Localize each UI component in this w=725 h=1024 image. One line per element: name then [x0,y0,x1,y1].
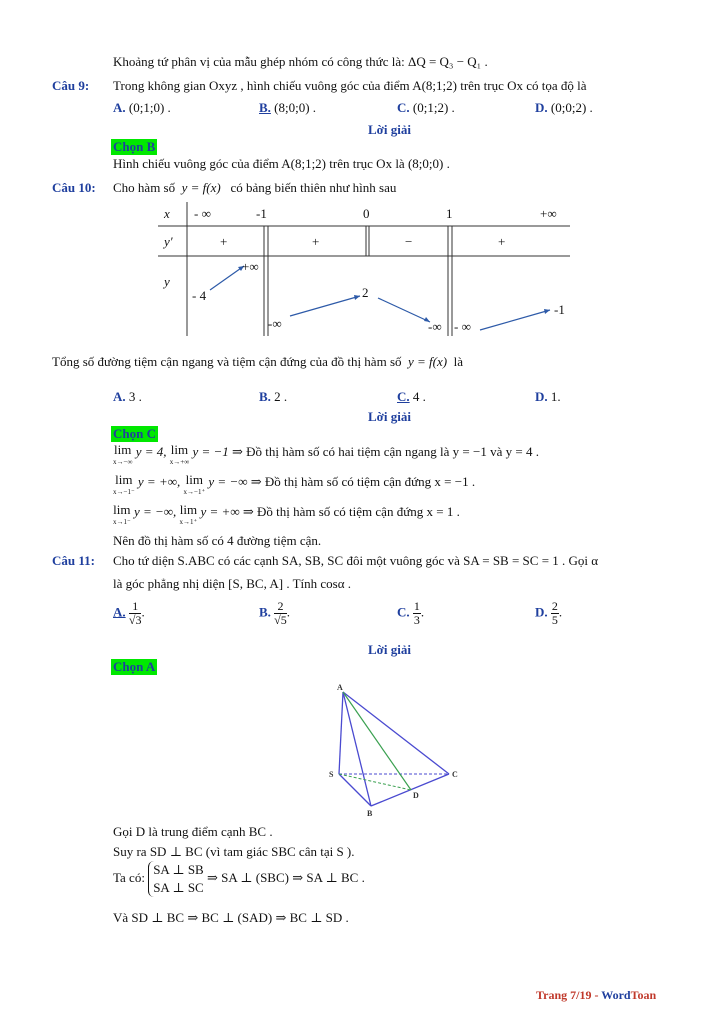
arrow-up-3 [480,310,550,330]
q10-question: Tổng số đường tiệm cận ngang và tiệm cận đứng của đồ thị hàm số y = f(x) là [52,354,463,369]
q11-solution-title: Lời giải [368,642,411,657]
table-sign-3: + [498,234,506,249]
table-y-g: -1 [554,302,565,317]
table-x-4: +∞ [540,206,557,221]
q10-conclusion: Nên đồ thị hàm số có 4 đường tiệm cận. [113,533,322,548]
table-y-d: 2 [362,285,369,300]
table-x-3: 1 [446,206,453,221]
q11-option-b: B. $\frac{2}{√5}$ . [259,599,291,627]
label-D: D [413,791,419,800]
table-y-b: +∞ [242,259,259,274]
table-y-c: -∞ [268,316,282,331]
q11-option-d: D. $\frac{2}{5}$ . [535,599,563,627]
q9-option-d: D. (0;0;2) . [535,100,593,115]
q9-option-b: B. (8;0;0) . [259,100,317,115]
label-S: S [329,770,334,779]
q9-option-a: A. (0;1;0) . [113,100,171,115]
arrow-up-2 [290,296,360,316]
tetrahedron-figure [325,680,465,820]
q11-chosen-badge: Chọn A [113,659,156,674]
label-B: B [367,809,373,818]
q11-text-1: Cho tứ diện S.ABC có các cạnh SA, SB, SC đôi một vuông góc và SA = SB = SC = 1 . Gọi α [113,553,599,568]
q9-solution-title: Lời giải [368,122,411,137]
q9-text: Trong không gian Oxyz , hình chiếu vuông góc của điểm A(8;1;2) trên trục Ox có tọa độ là [113,78,587,93]
q11-line-2: Suy ra SD ⊥ BC (vì tam giác SBC cân tại S ). [113,844,355,859]
table-y-e: -∞ [428,319,442,334]
arrow-up-1 [210,266,244,290]
arrow-down-1 [378,298,430,322]
q9-solution-text: Hình chiếu vuông góc của điểm A(8;1;2) trên trục Ox là (8;0;0) . [113,156,450,171]
q11-label: Câu 11: [52,553,95,568]
q11-line-3: Ta có: SA ⊥ SB SA ⊥ SC ⇒ SA ⊥ (SBC) ⇒ SA ⊥ BC . [113,862,365,895]
q10-solution-title: Lời giải [368,409,411,424]
q9-label: Câu 9: [52,78,90,93]
q11-line-1: Gọi D là trung điểm cạnh BC . [113,824,273,839]
q10-option-d: D. 1. [535,389,561,404]
table-x-2: 0 [363,206,370,221]
q11-option-a: A. $\frac{1}{√3}$ . [113,599,145,627]
table-x-label: x [164,206,170,221]
page-footer: Trang 7/19 - WordToan [536,988,657,1002]
q10-label: Câu 10: [52,180,96,195]
table-y-a: - 4 [192,288,207,303]
q11-line-4: Và SD ⊥ BC ⇒ BC ⊥ (SAD) ⇒ BC ⊥ SD . [113,910,349,925]
q10-chosen-badge: Chọn C [113,426,156,441]
q10-limit-line-3: lim x→1⁻ y = −∞, lim x→1⁺ y = +∞ ⇒ Đồ thị hàm số có tiệm cận đứng x = 1 . [113,502,460,526]
q10-option-a: A. 3 . [113,389,142,404]
table-yprime-label: y′ [164,234,173,249]
q11-text-2: là góc phẳng nhị diện [S, BC, A] . Tính cosα . [113,576,352,591]
q9-option-c: C. (0;1;2) . [397,100,455,115]
q9-chosen-badge: Chọn B [113,139,156,154]
q10-text: Cho hàm số y = f(x) có bảng biến thiên như hình sau [113,180,397,195]
table-y-f: - ∞ [454,319,471,334]
label-C: C [452,770,458,779]
table-sign-2: − [405,234,413,249]
table-x-1: -1 [256,206,267,221]
table-x-0: - ∞ [194,206,211,221]
table-sign-1: + [312,234,320,249]
table-sign-0: + [220,234,228,249]
q10-option-b: B. 2 . [259,389,288,404]
q10-limit-line-1: lim x→−∞ y = 4, lim x→+∞ y = −1 ⇒ Đồ thị hàm số có hai tiệm cận ngang là y = −1 và y = 4 . [113,442,539,466]
variation-table [150,200,580,340]
q10-option-c: C. 4 . [397,389,426,404]
label-A: A [337,683,343,692]
intro-line: Khoảng tứ phân vị của mẫu ghép nhóm có công thức là: ΔQ = Q₃ − Q₁ . [113,54,488,69]
q10-limit-line-2: lim x→−1⁻ y = +∞, lim x→−1⁺ y = −∞ ⇒ Đồ thị hàm số có tiệm cận đứng x = −1 . [113,472,476,496]
q11-option-c: C. $\frac{1}{3}$ . [397,599,425,627]
table-y-label: y [164,274,170,289]
